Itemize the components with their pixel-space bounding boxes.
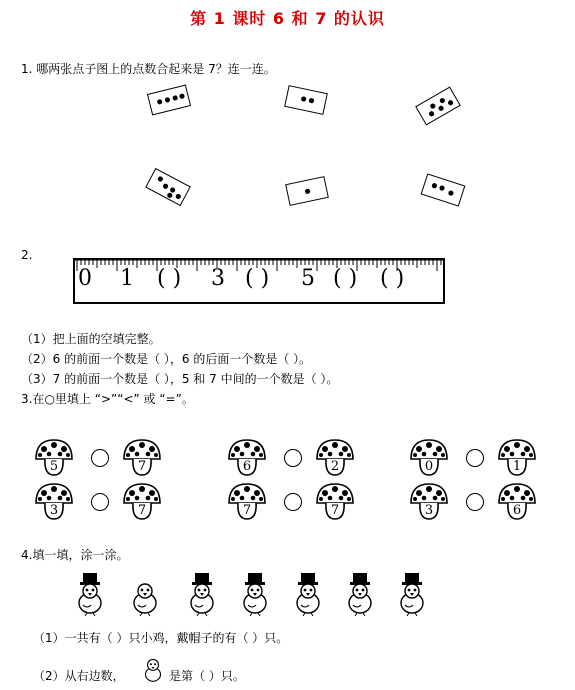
mushroom-number: 6 <box>242 459 252 474</box>
question-1-prompt: 1. 哪两张点子图上的点数合起来是 7？连一连。 <box>21 62 276 76</box>
mushroom-card <box>33 481 75 521</box>
mushroom-card <box>314 437 356 477</box>
compare-circle[interactable] <box>284 493 302 511</box>
mushroom-number: 7 <box>137 459 147 474</box>
chick-with-hat[interactable] <box>293 572 323 616</box>
question-4-sub-2-prefix: （2）从右边数， <box>33 669 125 683</box>
question-2-sub-2: （2）6 的前面一个数是（ ），6 的后面一个数是（ ）。 <box>21 352 312 366</box>
mushroom-card <box>226 481 268 521</box>
chick-with-hat[interactable] <box>240 572 270 616</box>
mushroom-number: 7 <box>137 503 147 518</box>
dot-card-5[interactable] <box>285 176 329 206</box>
chick-with-hat[interactable] <box>187 572 217 616</box>
mushroom-number: 3 <box>424 503 434 518</box>
mushroom-card <box>408 481 450 521</box>
mushroom-number: 2 <box>330 459 340 474</box>
mushroom-card <box>496 437 538 477</box>
mushroom-card <box>314 481 356 521</box>
ruler-label-0: 0 <box>78 266 92 291</box>
question-2-sub-3: （3）7 的前面一个数是（ ），5 和 7 中间的一个数是（ ）。 <box>21 372 339 386</box>
mushroom-number: 3 <box>49 503 59 518</box>
dot-card-3[interactable] <box>415 86 461 125</box>
compare-circle[interactable] <box>91 493 109 511</box>
mushroom-number: 1 <box>512 459 522 474</box>
number-ruler <box>73 258 445 304</box>
ruler-label-1: 1 <box>120 266 134 291</box>
question-4-sub-1: （1）一共有（ ）只小鸡，戴帽子的有（ ）只。 <box>33 631 289 645</box>
ruler-blank-3[interactable]: ( ) <box>333 266 358 291</box>
ruler-blank-1[interactable]: ( ) <box>157 266 182 291</box>
mushroom-number: 6 <box>512 503 522 518</box>
question-3-prompt: 3.在○里填上 “>”“<” 或 “=”。 <box>21 392 194 406</box>
question-4-prompt: 4.填一填，涂一涂。 <box>21 548 129 562</box>
chick-with-hat[interactable] <box>75 572 105 616</box>
dot-card-6[interactable] <box>421 173 466 206</box>
question-4-sub-2-suffix: 是第（ ）只。 <box>169 669 245 683</box>
chick-with-hat[interactable] <box>345 572 375 616</box>
mushroom-number: 5 <box>49 459 59 474</box>
ruler-label-5: 5 <box>301 266 315 291</box>
compare-circle[interactable] <box>466 449 484 467</box>
mushroom-number: 7 <box>330 503 340 518</box>
ruler-blank-4[interactable]: ( ) <box>380 266 405 291</box>
chick-no-hat[interactable] <box>130 572 160 616</box>
compare-circle[interactable] <box>466 493 484 511</box>
compare-circle[interactable] <box>284 449 302 467</box>
mushroom-card <box>33 437 75 477</box>
mushroom-card <box>121 437 163 477</box>
mushroom-number: 0 <box>424 459 434 474</box>
dot-card-2[interactable] <box>284 85 328 115</box>
chick-with-hat[interactable] <box>397 572 427 616</box>
dot-card-4[interactable] <box>145 168 191 206</box>
small-chick-icon <box>142 654 164 684</box>
ruler-blank-2[interactable]: ( ) <box>245 266 270 291</box>
compare-circle[interactable] <box>91 449 109 467</box>
question-2-number: 2. <box>21 248 33 262</box>
dot-card-1[interactable] <box>147 84 191 115</box>
question-2-sub-1: （1）把上面的空填完整。 <box>21 332 161 346</box>
mushroom-card <box>408 437 450 477</box>
mushroom-card <box>496 481 538 521</box>
mushroom-card <box>121 481 163 521</box>
mushroom-number: 7 <box>242 503 252 518</box>
page-title: 第 1 课时 6 和 7 的认识 <box>190 9 385 28</box>
mushroom-card <box>226 437 268 477</box>
ruler-label-3: 3 <box>211 266 225 291</box>
